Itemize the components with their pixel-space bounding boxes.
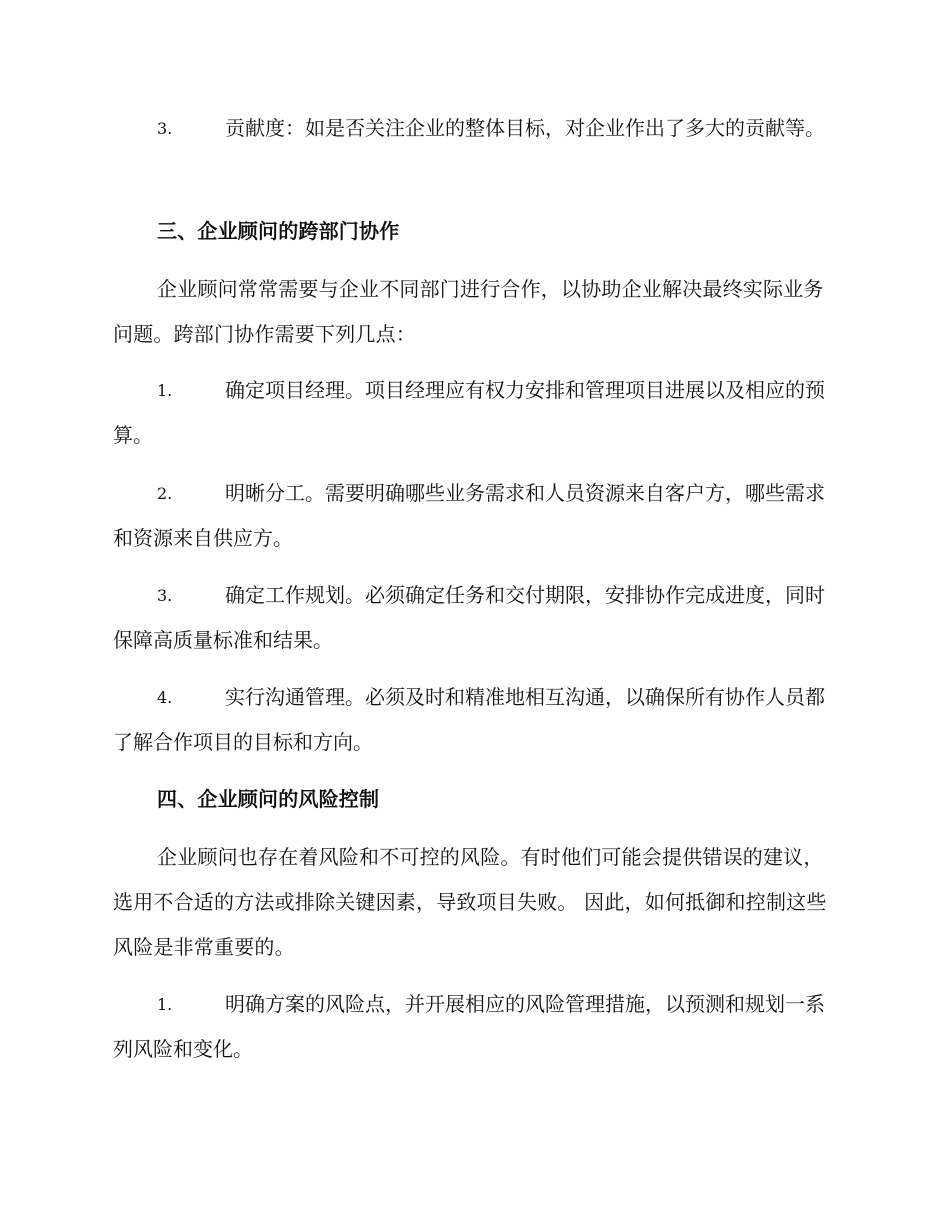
list-item-text: 实行沟通管理。必须及时和精准地相互沟通，以确保所有协作人员都了解合作项目的目标和方向。: [113, 685, 825, 754]
paragraph-collaboration-intro: 企业顾问常常需要与企业不同部门进行合作，以协助企业解决最终实际业务问题。跨部门协作需要下列几点：: [113, 277, 824, 346]
list-item-number: 1.: [157, 995, 173, 1014]
section-heading-collaboration: 三、企业顾问的跨部门协作: [157, 219, 400, 243]
list-item-number: 4.: [157, 688, 173, 707]
list-item-text: 确定工作规划。必须确定任务和交付期限，安排协作完成进度，同时保障高质量标准和结果。: [113, 583, 825, 652]
list-item: [113, 675, 835, 765]
list-item-text: 明晰分工。需要明确哪些业务需求和人员资源来自客户方，哪些需求和资源来自供应方。: [113, 481, 825, 550]
list-item: [113, 982, 835, 1072]
list-item: [113, 471, 835, 561]
list-item: [113, 573, 835, 663]
list-item-text: 贡献度：如是否关注企业的整体目标，对企业作出了多大的贡献等。: [225, 116, 825, 140]
list-item-number: 1.: [157, 381, 173, 400]
list-item: [113, 106, 835, 151]
list-item-number: 2.: [157, 484, 173, 503]
list-item: [113, 368, 835, 458]
list-item-number: 3.: [157, 119, 173, 138]
list-item-text: 确定项目经理。项目经理应有权力安排和管理项目进展以及相应的预算。: [113, 378, 825, 447]
list-item-text: 明确方案的风险点，并开展相应的风险管理措施，以预测和规划一系列风险和变化。: [113, 992, 825, 1061]
list-item-number: 3.: [157, 586, 173, 605]
section-heading-risk: 四、企业顾问的风险控制: [157, 787, 380, 811]
paragraph-risk-intro: 企业顾问也存在着风险和不可控的风险。有时他们可能会提供错误的建议，选用不合适的方法或排除关键因素，导致项目失败。 因此，如何抵御和控制这些风险是非常重要的。: [113, 845, 827, 959]
